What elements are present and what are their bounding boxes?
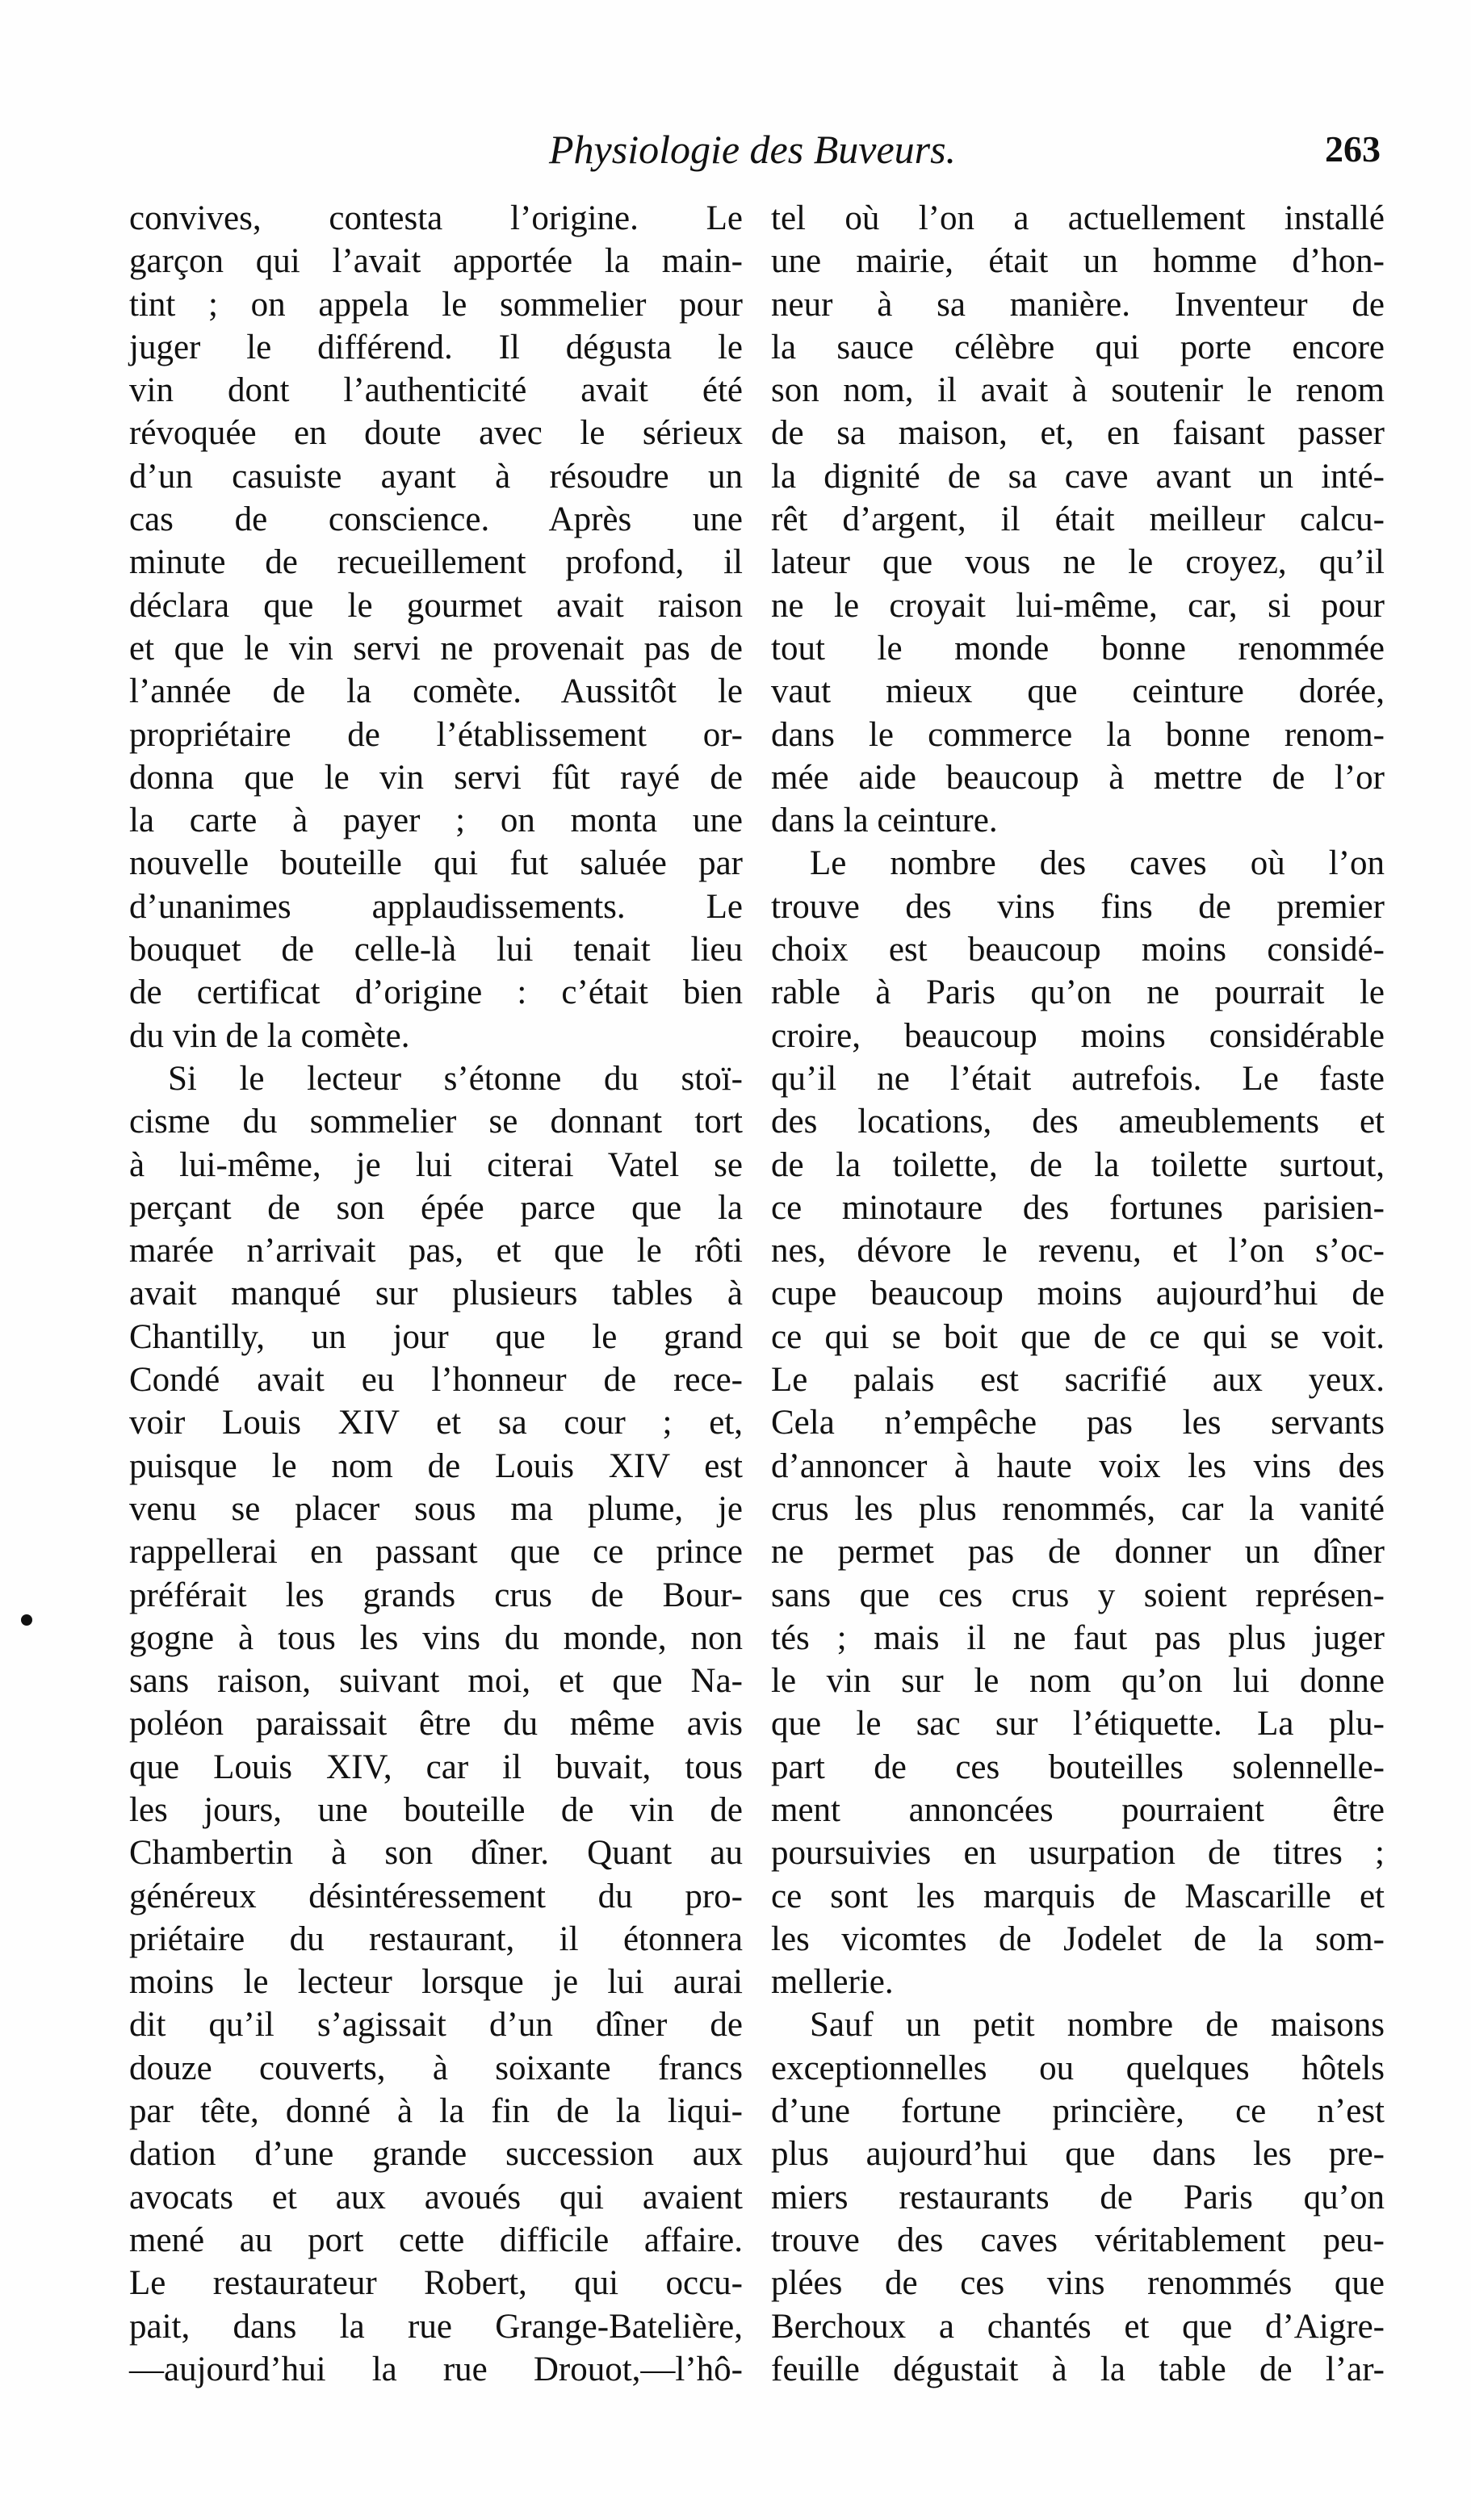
text-line: ce minotaure des fortunes parisien- (771, 1188, 1385, 1227)
text-line: Condé avait eu l’honneur de rece- (129, 1361, 743, 1400)
text-line: vaut mieux que ceinture dorée, (771, 672, 1385, 711)
text-line: Si le lecteur s’étonne du stoï- (168, 1059, 743, 1098)
page-number: 263 (1325, 128, 1381, 170)
text-line: rêt d’argent, il était meilleur calcu- (771, 500, 1385, 539)
text-line: moins le lecteur lorsque je lui aurai (129, 1963, 743, 2002)
running-title: Physiologie des Buveurs. (549, 127, 957, 172)
text-line: du vin de la comète. (129, 1016, 410, 1055)
text-line: ce sont les marquis de Mascarille et (771, 1877, 1385, 1915)
text-line: ne le croyait lui-même, car, si pour (771, 586, 1385, 625)
text-line: d’une fortune princière, ce n’est (771, 2092, 1385, 2131)
text-line: à lui-même, je lui citerai Vatel se (129, 1145, 743, 1184)
text-line: cas de conscience. Après une (129, 500, 743, 539)
text-line: venu se placer sous ma plume, je (129, 1489, 743, 1528)
text-line: exceptionnelles ou quelques hôtels (771, 2049, 1385, 2087)
text-line: nouvelle bouteille qui fut saluée par (129, 844, 743, 883)
text-line: déclara que le gourmet avait raison (129, 586, 743, 625)
text-line: qu’il ne l’était autrefois. Le faste (771, 1059, 1385, 1098)
text-line: mené au port cette difficile affaire. (129, 2221, 743, 2259)
text-line: choix est beaucoup moins considé- (771, 931, 1385, 969)
text-line: que le sac sur l’étiquette. La plu- (771, 1705, 1385, 1743)
text-line: priétaire du restaurant, il étonnera (129, 1919, 743, 1958)
text-line: neur à sa manière. Inventeur de (771, 285, 1385, 324)
text-line: dans le commerce la bonne renom- (771, 715, 1385, 754)
text-line: douze couverts, à soixante francs (129, 2049, 743, 2087)
text-line: tint ; on appela le sommelier pour (129, 285, 743, 324)
text-line: que Louis XIV, car il buvait, tous (129, 1748, 743, 1786)
text-line: sans que ces crus y soient représen- (771, 1576, 1385, 1614)
text-line: juger le différend. Il dégusta le (129, 328, 743, 366)
text-line: minute de recueillement profond, il (129, 543, 743, 582)
text-line: dation d’une grande succession aux (129, 2135, 743, 2174)
text-line: perçant de son épée parce que la (129, 1188, 743, 1227)
text-line: cupe beaucoup moins aujourd’hui de (771, 1275, 1385, 1313)
text-line: tel où l’on a actuellement installé (771, 199, 1385, 237)
text-line: puisque le nom de Louis XIV est (129, 1446, 743, 1485)
running-head (121, 121, 1381, 178)
text-line: gogne à tous les vins du monde, non (129, 1618, 743, 1657)
text-line: par tête, donné à la fin de la liqui- (129, 2092, 743, 2131)
text-line: une mairie, était un homme d’hon- (771, 242, 1385, 281)
text-line: les vicomtes de Jodelet de la som- (771, 1919, 1385, 1958)
text-line: l’année de la comète. Aussitôt le (129, 672, 743, 711)
text-line: avocats et aux avoués qui avaient (129, 2178, 743, 2217)
text-line: ce qui se boit que de ce qui se voit. (771, 1317, 1385, 1356)
text-line: vin dont l’authenticité avait été (129, 371, 743, 410)
text-line: tés ; mais il ne faut pas plus juger (771, 1618, 1385, 1657)
text-line: plus aujourd’hui que dans les pre- (771, 2135, 1385, 2174)
text-line: sans raison, suivant moi, et que Na- (129, 1662, 743, 1701)
text-line: d’un casuiste ayant à résoudre un (129, 457, 743, 496)
text-line: convives, contesta l’origine. Le (129, 199, 743, 237)
text-line: poléon paraissait être du même avis (129, 1705, 743, 1743)
text-line: révoquée en doute avec le sérieux (129, 414, 743, 453)
text-line: dit qu’il s’agissait d’un dîner de (129, 2006, 743, 2045)
text-line: mellerie. (771, 1963, 894, 2002)
text-line: poursuivies en usurpation de titres ; (771, 1834, 1385, 1873)
text-line: la sauce célèbre qui porte encore (771, 328, 1385, 366)
text-line: ne permet pas de donner un dîner (771, 1533, 1385, 1572)
text-line: —aujourd’hui la rue Drouot,—l’hô- (129, 2350, 743, 2388)
text-line: Le nombre des caves où l’on (810, 844, 1385, 883)
text-line: Cela n’empêche pas les servants (771, 1404, 1385, 1442)
text-line: d’unanimes applaudissements. Le (129, 887, 743, 926)
text-line: bouquet de celle-là lui tenait lieu (129, 931, 743, 969)
text-line: plées de ces vins renommés que (771, 2264, 1385, 2303)
text-line: donna que le vin servi fût rayé de (129, 758, 743, 797)
left-column (129, 197, 743, 2391)
text-line: de certificat d’origine : c’était bien (129, 973, 743, 1012)
text-line: propriétaire de l’établissement or- (129, 715, 743, 754)
text-line: la dignité de sa cave avant un inté- (771, 457, 1385, 496)
text-line: marée n’arrivait pas, et que le rôti (129, 1232, 743, 1270)
text-line: miers restaurants de Paris qu’on (771, 2178, 1385, 2217)
text-line: Chambertin à son dîner. Quant au (129, 1834, 743, 1873)
text-line: avait manqué sur plusieurs tables à (129, 1275, 743, 1313)
text-line: rable à Paris qu’on ne pourrait le (771, 973, 1385, 1012)
text-line: cisme du sommelier se donnant tort (129, 1103, 743, 1141)
text-line: Berchoux a chantés et que d’Aigre- (771, 2307, 1385, 2346)
text-line: crus les plus renommés, car la vanité (771, 1489, 1385, 1528)
text-line: d’annoncer à haute voix les vins des (771, 1446, 1385, 1485)
text-line: part de ces bouteilles solennelle- (771, 1748, 1385, 1786)
text-line: la carte à payer ; on monta une (129, 802, 743, 840)
text-line: des locations, des ameublements et (771, 1103, 1385, 1141)
right-column (771, 197, 1385, 2391)
text-line: pait, dans la rue Grange-Batelière, (129, 2307, 743, 2346)
text-line: dans la ceinture. (771, 802, 998, 840)
text-line: mée aide beaucoup à mettre de l’or (771, 758, 1385, 797)
text-line: de sa maison, et, en faisant passer (771, 414, 1385, 453)
text-line: Le restaurateur Robert, qui occu- (129, 2264, 743, 2303)
text-line: lateur que vous ne le croyez, qu’il (771, 543, 1385, 582)
text-line: Sauf un petit nombre de maisons (810, 2006, 1385, 2045)
text-line: son nom, il avait à soutenir le renom (771, 371, 1385, 410)
text-line: les jours, une bouteille de vin de (129, 1790, 743, 1829)
text-line: généreux désintéressement du pro- (129, 1877, 743, 1915)
text-line: tout le monde bonne renommée (771, 629, 1385, 668)
text-line: trouve des caves véritablement peu- (771, 2221, 1385, 2259)
text-line: et que le vin servi ne provenait pas de (129, 629, 743, 668)
text-line: nes, dévore le revenu, et l’on s’oc- (771, 1232, 1385, 1270)
text-line: feuille dégustait à la table de l’ar- (771, 2350, 1385, 2388)
text-line: de la toilette, de la toilette surtout, (771, 1145, 1385, 1184)
text-line: Le palais est sacrifié aux yeux. (771, 1361, 1385, 1400)
text-line: rappellerai en passant que ce prince (129, 1533, 743, 1572)
text-line: le vin sur le nom qu’on lui donne (771, 1662, 1385, 1701)
text-line: préférait les grands crus de Bour- (129, 1576, 743, 1614)
text-line: garçon qui l’avait apportée la main- (129, 242, 743, 281)
text-line: trouve des vins fins de premier (771, 887, 1385, 926)
text-line: croire, beaucoup moins considérable (771, 1016, 1385, 1055)
text-line: ment annoncées pourraient être (771, 1790, 1385, 1829)
text-line: Chantilly, un jour que le grand (129, 1317, 743, 1356)
margin-dot-mark (21, 1614, 32, 1626)
text-line: voir Louis XIV et sa cour ; et, (129, 1404, 743, 1442)
